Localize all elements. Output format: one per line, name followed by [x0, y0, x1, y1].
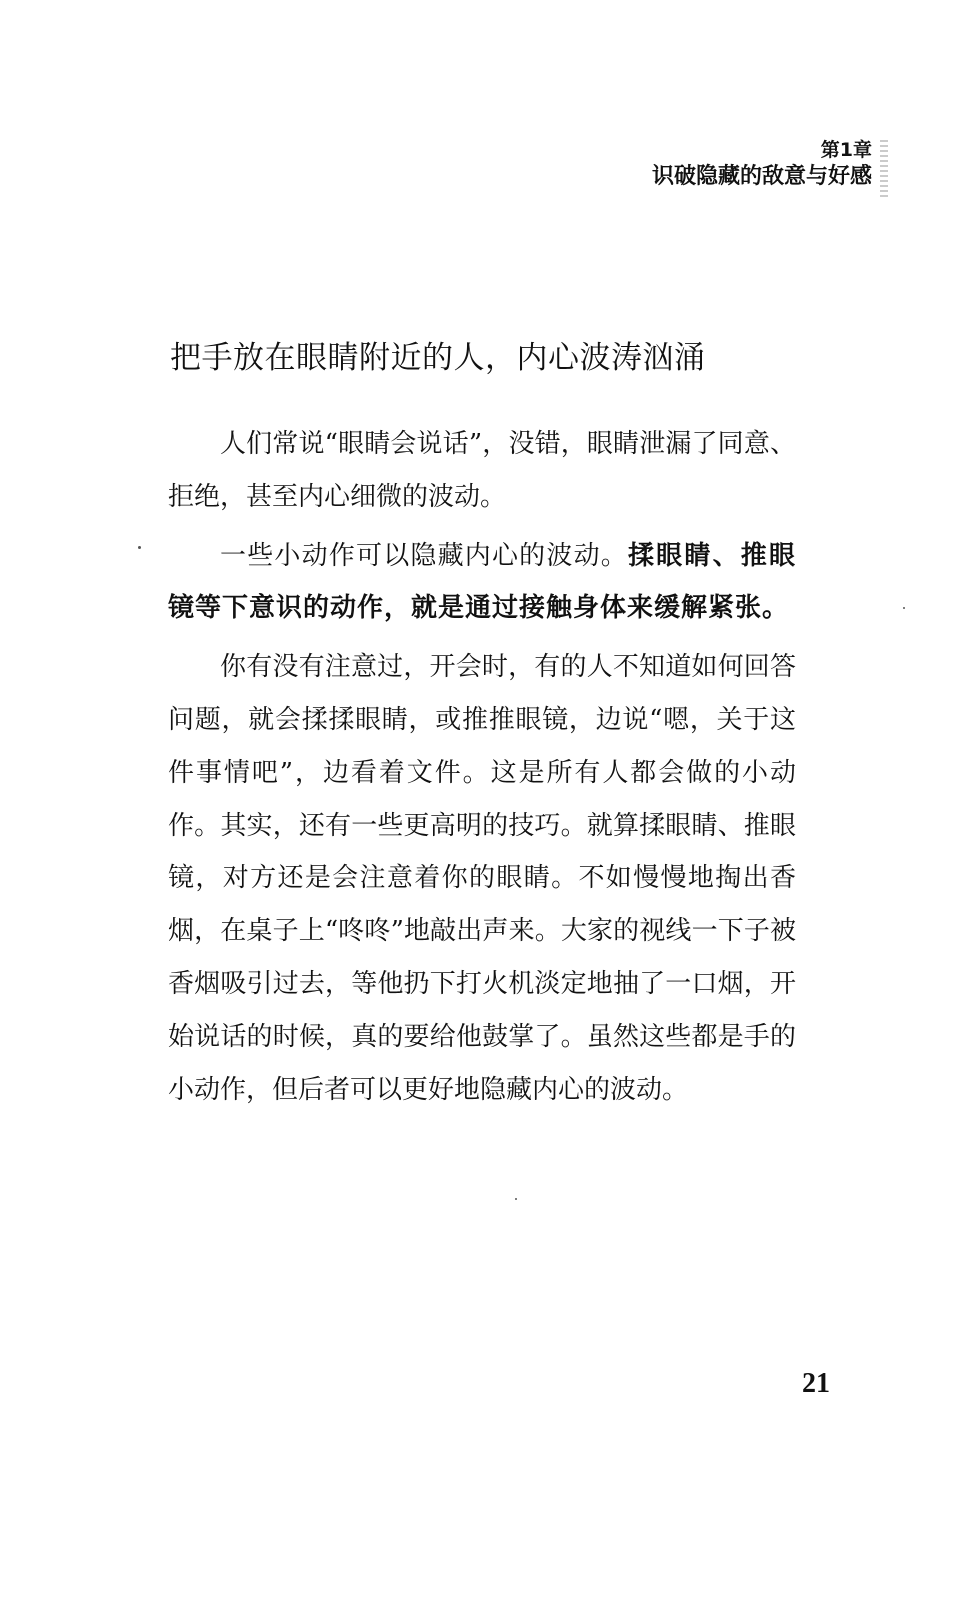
paragraph: 人们常说“眼睛会说话”，没错，眼睛泄漏了同意、拒绝，甚至内心细微的波动。 — [168, 429, 796, 512]
paragraph — [168, 530, 796, 636]
paragraph: 你有没有注意过，开会时，有的人不知道如何回答问题，就会揉揉眼睛，或推推眼镜，边说“嗯，关于这件事情吧”，边看着文件。这是所有人都会做的小动作。其实，还有一些更高明的技巧。就算揉眼睛、推眼镜，对方还是会注意着你的眼睛。不如慢慢地掏出香烟，在桌子上“咚咚”地敲出声来。大家的视线一下子被香烟吸引过去，等他扔下打火机淡定地抽了一口烟，开始说话的时候，真的要给他鼓掌了。虽然这些都是手的小动作，但后者可以更好地隐藏内心的波动。 — [168, 652, 796, 1105]
paragraph-plain-text: 一些小动作可以隐藏内心的波动。 — [220, 540, 628, 571]
body-text — [168, 418, 796, 1122]
running-head — [652, 138, 872, 191]
emphasized-text: 揉眼睛、推眼镜等下意识的动作，就是通过接触身体来缓解紧张。 — [168, 540, 796, 624]
page-number: 21 — [802, 1368, 830, 1399]
section-title: 把手放在眼睛附近的人，内心波涛汹涌 — [170, 340, 706, 376]
chapter-title: 识破隐藏的敌意与好感 — [651, 163, 872, 189]
scan-speck — [903, 607, 905, 609]
page-edge-mark — [880, 140, 888, 198]
scan-speck — [138, 546, 141, 549]
scan-speck — [515, 1198, 517, 1200]
chapter-number: 第1章 — [820, 139, 872, 161]
